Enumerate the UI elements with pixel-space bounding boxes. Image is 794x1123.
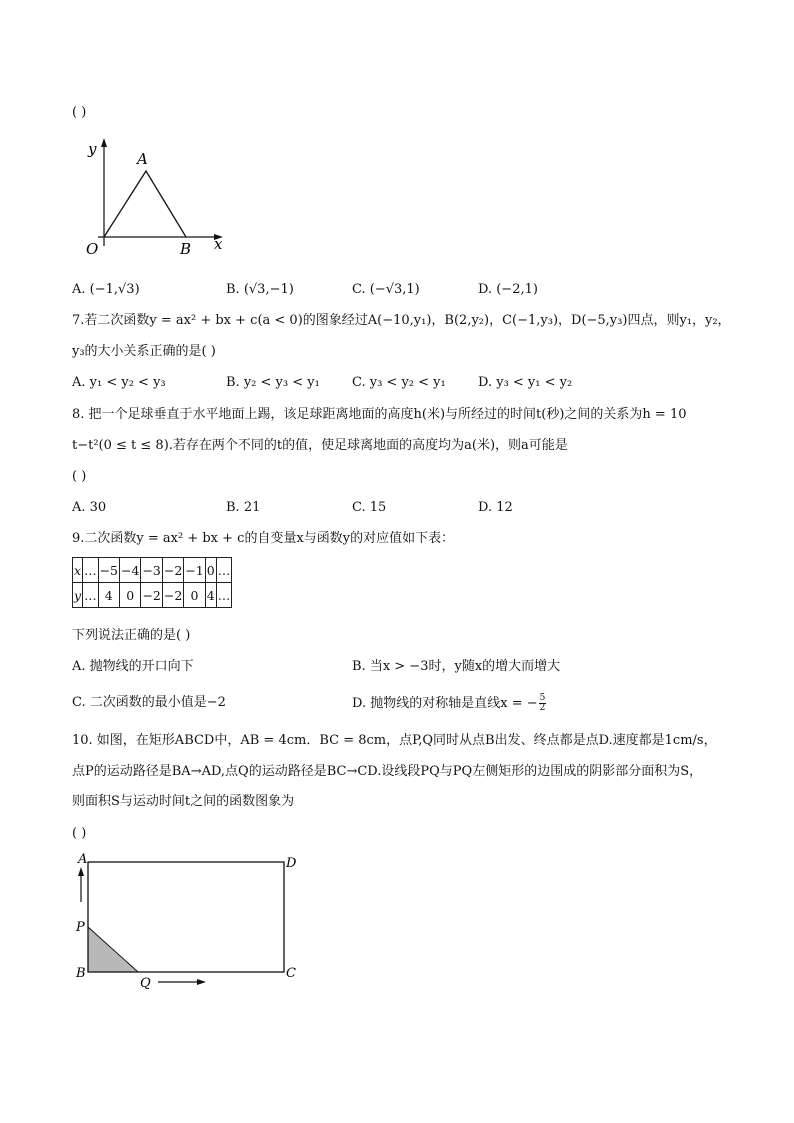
q9-option-a[interactable]: A. 抛物线的开口向下 — [72, 659, 194, 674]
q8-option-c[interactable]: C. 15 — [352, 500, 387, 515]
q10-arrow-right-icon — [197, 979, 206, 985]
table-cell: −2 — [162, 583, 183, 608]
q6-label-x: x — [214, 235, 223, 253]
table-cell: y — [73, 583, 83, 608]
q10-label-p: P — [76, 920, 85, 935]
q7-option-c[interactable]: C. y₃ < y₂ < y₁ — [352, 375, 446, 390]
q9-option-b[interactable]: B. 当x > −3时，y随x的增大而增大 — [352, 659, 561, 674]
table-cell: x — [73, 558, 83, 583]
table-cell: 4 — [205, 583, 216, 608]
q9-table-row-y — [73, 583, 232, 608]
table-cell: 0 — [184, 583, 205, 608]
q9-value-table — [72, 557, 232, 608]
q6-label-y: y — [88, 140, 97, 158]
q6-triangle-graph — [78, 136, 238, 262]
q10-label-c: C — [286, 966, 296, 981]
q8-stem-line1: 8. 把一个足球垂直于水平地面上踢，该足球距离地面的高度h(米)与所经过的时间t(秒)之间的关系为h = 10 — [72, 407, 687, 422]
table-cell: −1 — [184, 558, 205, 583]
q9-stem: 9.二次函数y = ax² + bx + c的自变量x与函数y的对应值如下表： — [72, 531, 455, 546]
table-cell: … — [83, 583, 99, 608]
table-cell: … — [83, 558, 99, 583]
table-cell: … — [216, 558, 232, 583]
q10-label-b: B — [76, 966, 86, 981]
q10-answer-paren: ( ) — [72, 826, 87, 841]
q10-stem-line2: 点P的运动路径是BA→AD,点Q的运动路径是BC→CD.设线段PQ与PQ左侧矩形的边围成的阴影部分面积为S， — [72, 764, 703, 779]
fraction-denominator: 2 — [539, 703, 546, 713]
q6-answer-paren: ( ) — [72, 105, 87, 120]
q8-answer-paren: ( ) — [72, 469, 87, 484]
table-cell: 0 — [120, 583, 141, 608]
q7-stem-line1: 7.若二次函数y = ax² + bx + c(a < 0)的图象经过A(−10,y₁)，B(2,y₂)，C(−1,y₃)，D(−5,y₃)四点，则y₁，y₂， — [72, 313, 731, 328]
q6-label-a: A — [137, 150, 148, 168]
q10-shaded-region — [88, 927, 138, 972]
q10-label-a: A — [78, 852, 88, 867]
q9-prompt: 下列说法正确的是( ) — [72, 628, 191, 643]
q7-option-b[interactable]: B. y₂ < y₃ < y₁ — [226, 375, 320, 390]
table-cell: −5 — [98, 558, 119, 583]
table-cell: 0 — [205, 558, 216, 583]
q9-option-d-text: D. 抛物线的对称轴是直线x = − — [352, 696, 538, 711]
table-cell: … — [216, 583, 232, 608]
q7-option-a[interactable]: A. y₁ < y₂ < y₃ — [72, 375, 166, 390]
q6-option-c[interactable]: C. (−√3,1) — [352, 282, 420, 297]
table-cell: 4 — [98, 583, 119, 608]
table-cell: −2 — [162, 558, 183, 583]
q6-option-a[interactable]: A. (−1,√3) — [72, 282, 140, 297]
q9-table-row-x — [73, 558, 232, 583]
q6-label-o: O — [86, 240, 99, 258]
table-cell: −3 — [141, 558, 162, 583]
q7-option-d[interactable]: D. y₃ < y₁ < y₂ — [478, 375, 573, 390]
q8-option-d[interactable]: D. 12 — [478, 500, 513, 515]
q6-label-b: B — [180, 240, 192, 258]
q6-option-b[interactable]: B. (√3,−1) — [226, 282, 294, 297]
q7-stem-line2: y₃的大小关系正确的是( ) — [72, 344, 216, 359]
q8-option-b[interactable]: B. 21 — [226, 500, 261, 515]
q10-stem-line3: 则面积S与运动时间t之间的函数图象为 — [72, 794, 295, 809]
q10-rectangle-figure — [70, 850, 310, 992]
q10-label-d: D — [286, 856, 297, 871]
table-cell: −2 — [141, 583, 162, 608]
q10-stem-line1: 10. 如图，在矩形ABCD中，AB = 4cm．BC = 8cm，点P,Q同时从点B出发、终点都是点D.速度都是1cm/s， — [72, 733, 717, 748]
q9-option-d-fraction — [539, 694, 547, 713]
fraction-numerator: 5 — [539, 693, 546, 703]
table-cell: −4 — [120, 558, 141, 583]
q9-option-c[interactable]: C. 二次函数的最小值是−2 — [72, 695, 226, 710]
q8-option-a[interactable]: A. 30 — [72, 500, 107, 515]
q6-triangle — [104, 171, 186, 237]
q10-label-q: Q — [140, 976, 151, 991]
q10-arrow-up-icon — [78, 867, 84, 876]
q8-stem-line2: t−t²(0 ≤ t ≤ 8).若存在两个不同的t的值，使足球离地面的高度均为a(米)，则a可能是 — [72, 438, 568, 453]
q6-y-axis-arrow — [101, 138, 107, 147]
q9-option-d[interactable] — [352, 694, 546, 713]
q6-option-d[interactable]: D. (−2,1) — [478, 282, 538, 297]
